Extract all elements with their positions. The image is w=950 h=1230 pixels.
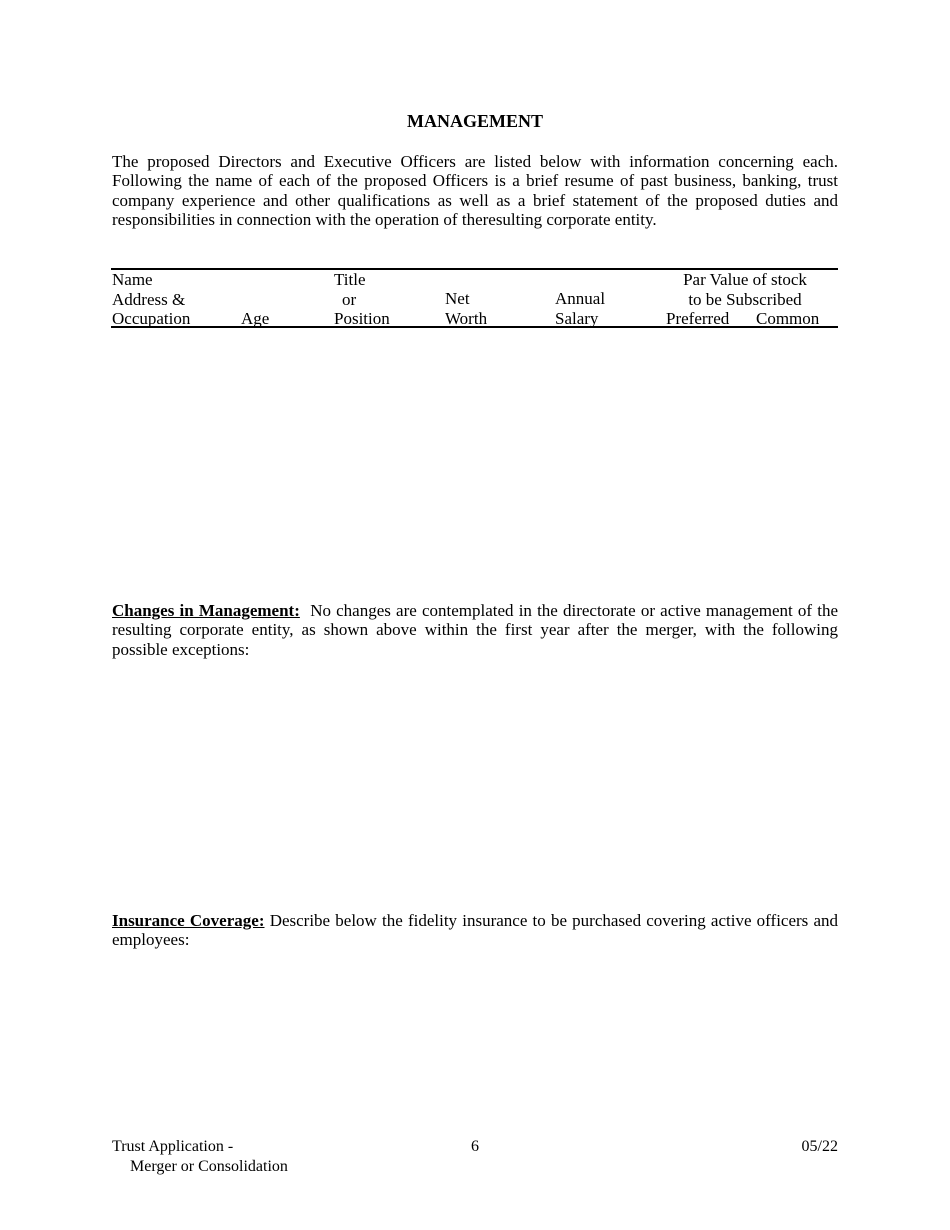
changes-in-management-paragraph (112, 601, 838, 659)
column-label: Name (112, 270, 153, 289)
officers-table-header (111, 268, 838, 328)
column-common (756, 309, 819, 329)
insurance-heading: Insurance Coverage: (112, 911, 265, 930)
column-label: or (342, 289, 357, 309)
changes-text: No changes are contemplated in the directorate or active management of the resulting corporate entity, as shown above within the first year after the merger, with the following possible exceptions: (112, 601, 839, 659)
intro-paragraph: The proposed Directors and Executive Officers are listed below with information concerning each. Following the name of each of the proposed Officers is a brief resume of past business, banking, trust company experience and other qualifications as well as a brief statement of the proposed duties and responsibilities in connection with the operation of theresulting corporate entity. (112, 152, 838, 229)
column-annual-salary (555, 289, 605, 328)
changes-heading: Changes in Management: (112, 601, 300, 620)
footer-line: Merger or Consolidation (130, 1157, 288, 1175)
column-label: Position (334, 309, 390, 329)
page-title: MANAGEMENT (407, 111, 543, 131)
column-age (241, 309, 269, 329)
column-label: Net (445, 289, 470, 308)
column-label: Address & (112, 289, 186, 309)
column-label: to be Subscribed (688, 289, 802, 309)
column-par-value (667, 270, 823, 309)
column-label: Annual (555, 289, 606, 308)
column-label: Age (241, 309, 270, 328)
column-label: Preferred (666, 309, 730, 328)
column-label: Title (334, 270, 366, 289)
column-label: Worth (445, 308, 488, 328)
column-name-address-occupation (112, 270, 190, 329)
column-net-worth (445, 289, 487, 328)
column-label: Common (756, 309, 820, 328)
footer-line: Trust Application - (112, 1138, 234, 1155)
footer-page-number: 6 (471, 1138, 479, 1155)
footer-date: 05/22 (801, 1138, 838, 1155)
column-label: Salary (555, 308, 599, 328)
column-title-position (334, 270, 390, 329)
insurance-text: Describe below the fidelity insurance to be purchased covering active officers and employees: (112, 911, 839, 950)
insurance-coverage-paragraph (112, 911, 838, 950)
column-preferred (666, 309, 729, 329)
column-label: Occupation (112, 309, 191, 329)
column-label: Par Value of stock (683, 270, 807, 289)
